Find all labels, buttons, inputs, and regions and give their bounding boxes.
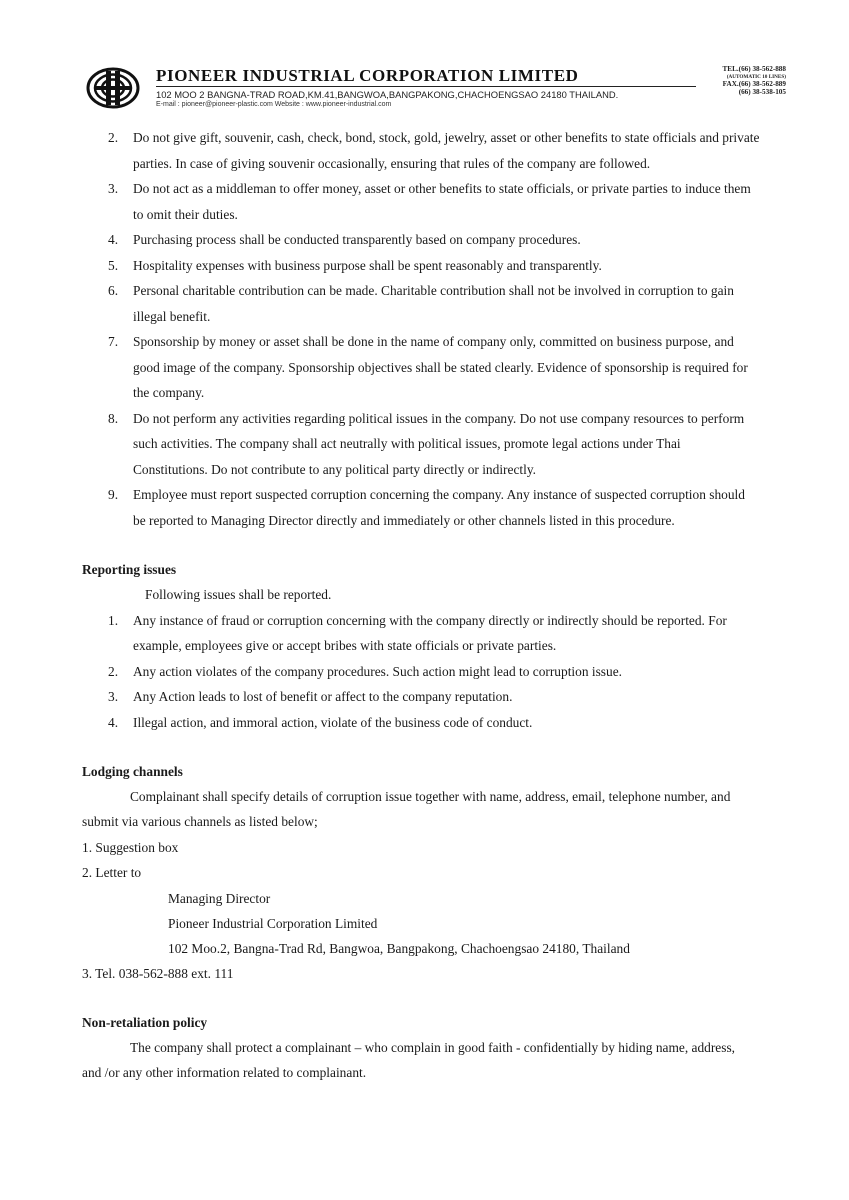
- paragraph-line: and /or any other information related to complainant.: [82, 1065, 367, 1080]
- policy-item: [82, 176, 802, 227]
- policy-item: [82, 278, 802, 329]
- item-line: Constitutions. Do not contribute to any political party directly or indirectly.: [133, 461, 537, 477]
- tel-note: (AUTOMATIC 10 LINES): [726, 73, 786, 80]
- document-body: [82, 125, 802, 1086]
- policy-item: [82, 227, 802, 253]
- channel-telephone: 3. Tel. 038-562-888 ext. 111: [82, 965, 234, 981]
- channel-letter: 2. Letter to: [82, 865, 142, 880]
- item-number: 3.: [108, 181, 119, 196]
- policy-item: [82, 482, 802, 533]
- item-number: 1.: [108, 612, 119, 628]
- phone-fax-block: [723, 66, 787, 96]
- item-line: be reported to Managing Director directly and immediately or other channels listed in this procedure.: [133, 512, 675, 528]
- item-line: good image of the company. Sponsorship objectives shall be stated clearly. Evidence of sponsorship is required for: [133, 359, 748, 375]
- letterhead: [86, 62, 796, 112]
- item-line: Hospitality expenses with business purpose shall be spent reasonably and transparently.: [133, 257, 602, 273]
- item-number: 3.: [108, 689, 119, 704]
- item-line: Do not act as a middleman to offer money, asset or other benefits to state officials, or private parties to induce them: [133, 181, 751, 196]
- item-number: 4.: [108, 714, 119, 730]
- item-line: to omit their duties.: [133, 206, 238, 222]
- paragraph-line: The company shall protect a complainant – who complain in good faith - confidentially by hiding name, address,: [130, 1040, 736, 1055]
- item-line: Any Action leads to lost of benefit or affect to the company reputation.: [133, 689, 513, 704]
- reporting-title: Reporting issues: [82, 562, 177, 577]
- policy-item: [82, 253, 802, 279]
- item-number: 8.: [108, 410, 119, 426]
- lodging-title: Lodging channels: [82, 764, 183, 779]
- item-number: 2.: [108, 663, 119, 679]
- nonretaliation-paragraph: [82, 1035, 802, 1060]
- item-line: Illegal action, and immoral action, violate of the business code of conduct.: [133, 714, 533, 730]
- letter-address: 102 Moo.2, Bangna-Trad Rd, Bangwoa, Bangpakong, Chachoengsao 24180, Thailand: [168, 940, 630, 956]
- company-logo-icon: [86, 66, 146, 110]
- item-line: Any action violates of the company procedures. Such action might lead to corruption issue.: [133, 663, 623, 679]
- reporting-item: [82, 659, 802, 685]
- item-line: Do not perform any activities regarding political issues in the company. Do not use company resources to perform: [133, 410, 745, 426]
- item-line: Purchasing process shall be conducted transparently based on company procedures.: [133, 232, 581, 247]
- item-line: parties. In case of giving souvenir occasionally, ensuring that rules of the company are followed.: [133, 155, 651, 171]
- letter-company: Pioneer Industrial Corporation Limited: [168, 915, 378, 931]
- paragraph-line: submit via various channels as listed below;: [82, 814, 318, 829]
- item-line: Do not give gift, souvenir, cash, check, bond, stock, gold, jewelry, asset or other benefits to state officials and private: [133, 130, 760, 145]
- item-line: example, employees give or accept bribes with state officials or private parties.: [133, 638, 557, 653]
- item-line: Any instance of fraud or corruption concerning with the company directly or indirectly should be reported. For: [133, 612, 727, 628]
- item-line: Employee must report suspected corruption concerning the company. Any instance of suspected corruption should: [133, 487, 745, 502]
- lodging-section: [82, 759, 802, 986]
- item-number: 9.: [108, 487, 119, 502]
- reporting-item: [82, 608, 802, 659]
- fax-number-1: FAX.(66) 38-562-889: [722, 80, 786, 89]
- tel-number: TEL.(66) 38-562-888: [722, 65, 786, 73]
- item-number: 5.: [108, 257, 119, 273]
- company-address: 102 MOO 2 BANGNA-TRAD ROAD,KM.41,BANGWOA,BANGPAKONG,CHACHOENGSAO 24180 THAILAND.: [156, 89, 619, 100]
- item-number: 4.: [108, 232, 119, 247]
- item-number: 2.: [108, 130, 119, 145]
- policy-item: [82, 406, 802, 483]
- item-line: Sponsorship by money or asset shall be done in the name of company only, committed on business purpose, and: [133, 334, 734, 349]
- policy-list: [82, 125, 802, 533]
- item-number: 6.: [108, 283, 119, 298]
- item-line: the company.: [133, 385, 205, 400]
- company-name: PIONEER INDUSTRIAL CORPORATION LIMITED: [156, 66, 579, 85]
- reporting-item: [82, 710, 802, 736]
- fax-number-2: (66) 38-538-105: [738, 87, 786, 96]
- nonretaliation-title: Non-retaliation policy: [82, 1015, 208, 1030]
- letter-recipient: Managing Director: [168, 890, 271, 906]
- channel-suggestion-box: 1. Suggestion box: [82, 839, 179, 855]
- item-line: Personal charitable contribution can be made. Charitable contribution shall not be involved in corruption to gain: [133, 283, 734, 298]
- reporting-intro: Following issues shall be reported.: [145, 587, 332, 602]
- policy-item: [82, 329, 802, 406]
- reporting-item: [82, 684, 802, 710]
- item-line: illegal benefit.: [133, 308, 211, 324]
- paragraph-line: Complainant shall specify details of corruption issue together with name, address, email, telephone number, and: [130, 789, 731, 804]
- item-line: such activities. The company shall act neutrally with political issues, promote legal actions under Thai: [133, 436, 681, 451]
- policy-item: [82, 125, 802, 176]
- nonretaliation-section: [82, 1010, 802, 1086]
- item-number: 7.: [108, 334, 119, 349]
- reporting-section: [82, 557, 802, 735]
- letterhead-rule: [156, 86, 696, 87]
- lodging-paragraph: [82, 784, 802, 809]
- company-contact: E-mail : pioneer@pioneer-plastic.com Website : www.pioneer-industrial.com: [156, 101, 392, 108]
